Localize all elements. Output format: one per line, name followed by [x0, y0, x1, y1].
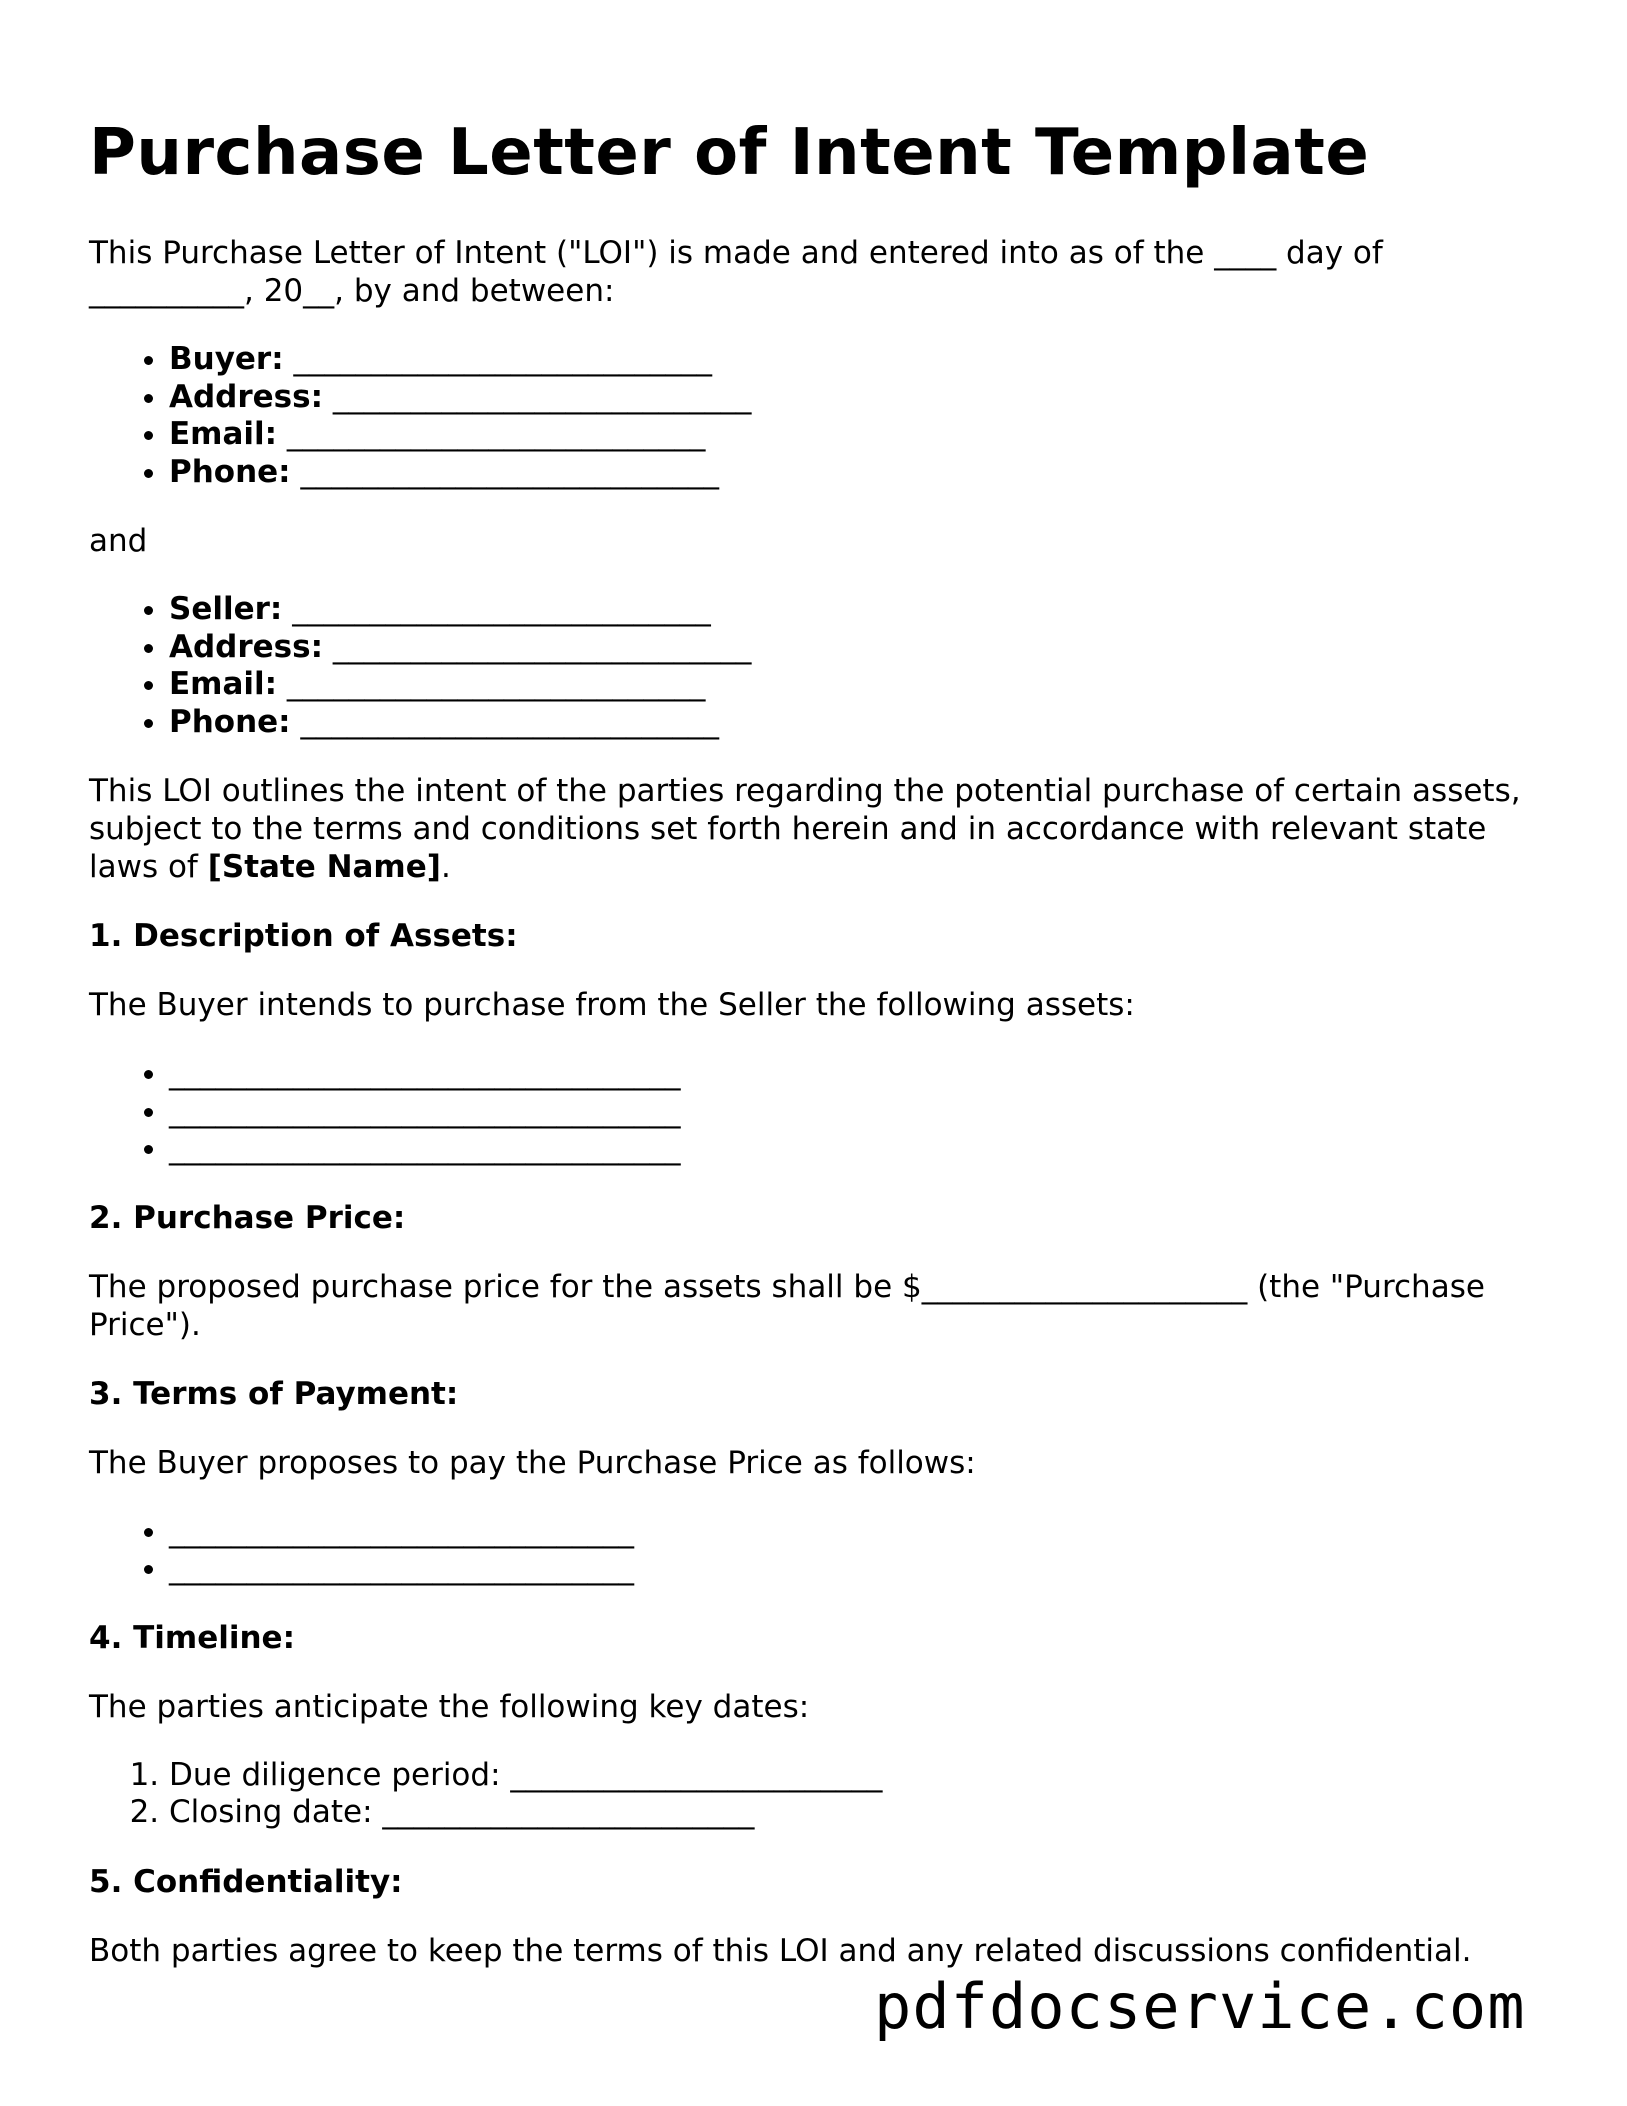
- list-item: • _________________________________: [169, 1093, 1549, 1131]
- list-item: • _________________________________: [169, 1055, 1549, 1093]
- timeline-text: The parties anticipate the following key dates:: [89, 1688, 810, 1725]
- confidentiality-text: Both parties agree to keep the terms of this LOI and any related discussions confidential.: [89, 1932, 1472, 1969]
- seller-email-label: Email:: [169, 666, 278, 702]
- buyer-blank: ___________________________: [293, 341, 712, 377]
- timeline-list: [89, 1757, 1549, 1832]
- buyer-email-label: Email:: [169, 416, 278, 452]
- seller-address-label: Address:: [169, 628, 323, 665]
- payment-heading: 3. Terms of Payment:: [89, 1375, 459, 1412]
- buyer-address-label: Address:: [169, 378, 323, 415]
- buyer-email-blank: ___________________________: [286, 416, 706, 452]
- buyer-address-blank: ___________________________: [332, 378, 752, 415]
- list-item: • ______________________________: [169, 1513, 1549, 1551]
- seller-address-blank: ___________________________: [332, 628, 752, 665]
- buyer-phone-blank: ___________________________: [300, 453, 719, 490]
- outline-period: .: [440, 849, 451, 885]
- seller-label: Seller:: [169, 591, 283, 627]
- buyer-label: Buyer:: [169, 341, 284, 377]
- list-item: [169, 416, 1549, 454]
- list-item: [169, 591, 1549, 629]
- timeline-heading: 4. Timeline:: [89, 1619, 295, 1656]
- list-item: • _________________________________: [169, 1130, 1549, 1168]
- list-item: [169, 454, 1549, 492]
- assets-text: The Buyer intends to purchase from the Seller the following assets:: [89, 987, 1135, 1023]
- list-item: [169, 666, 1549, 704]
- buyer-info-list: [89, 341, 1549, 491]
- assets-list: [89, 1055, 1549, 1168]
- document-title: Purchase Letter of Intent Template: [89, 116, 1370, 190]
- seller-phone-label: Phone:: [169, 703, 291, 740]
- state-name-placeholder: [State Name]: [207, 849, 441, 885]
- seller-phone-blank: ___________________________: [300, 703, 719, 740]
- list-item: [169, 704, 1549, 742]
- list-item: 2. Closing date: ________________________: [169, 1794, 1549, 1832]
- list-item: [169, 629, 1549, 667]
- assets-heading: 1. Description of Assets:: [89, 918, 518, 954]
- payment-text: The Buyer proposes to pay the Purchase Price as follows:: [89, 1444, 976, 1481]
- outline-text: This LOI outlines the intent of the parties regarding the potential purchase of certain assets, subject to the terms and conditions set forth herein and in accordance with relevant state laws of: [89, 773, 1521, 885]
- buyer-phone-label: Phone:: [169, 453, 291, 490]
- list-item: [169, 379, 1549, 417]
- confidentiality-heading: 5. Confidentiality:: [89, 1863, 403, 1900]
- payment-list: [89, 1513, 1549, 1588]
- intro-paragraph: This Purchase Letter of Intent ("LOI") is made and entered into as of the ____ day of __________, 20__, by and between:: [89, 235, 1383, 309]
- seller-blank: ___________________________: [292, 591, 711, 627]
- price-text: The proposed purchase price for the assets shall be $_____________________ (the "Purchase Price").: [89, 1268, 1485, 1343]
- seller-email-blank: ___________________________: [286, 666, 706, 702]
- seller-info-list: [89, 591, 1549, 741]
- and-text: and: [89, 523, 148, 559]
- list-item: • ______________________________: [169, 1550, 1549, 1588]
- outline-paragraph: [89, 772, 1549, 886]
- list-item: [169, 341, 1549, 379]
- list-item: 1. Due diligence period: ________________________: [169, 1757, 1549, 1795]
- document-page: [89, 108, 1549, 2001]
- price-heading: 2. Purchase Price:: [89, 1199, 406, 1236]
- watermark-text: pdfdocservice.com: [874, 1970, 1526, 2043]
